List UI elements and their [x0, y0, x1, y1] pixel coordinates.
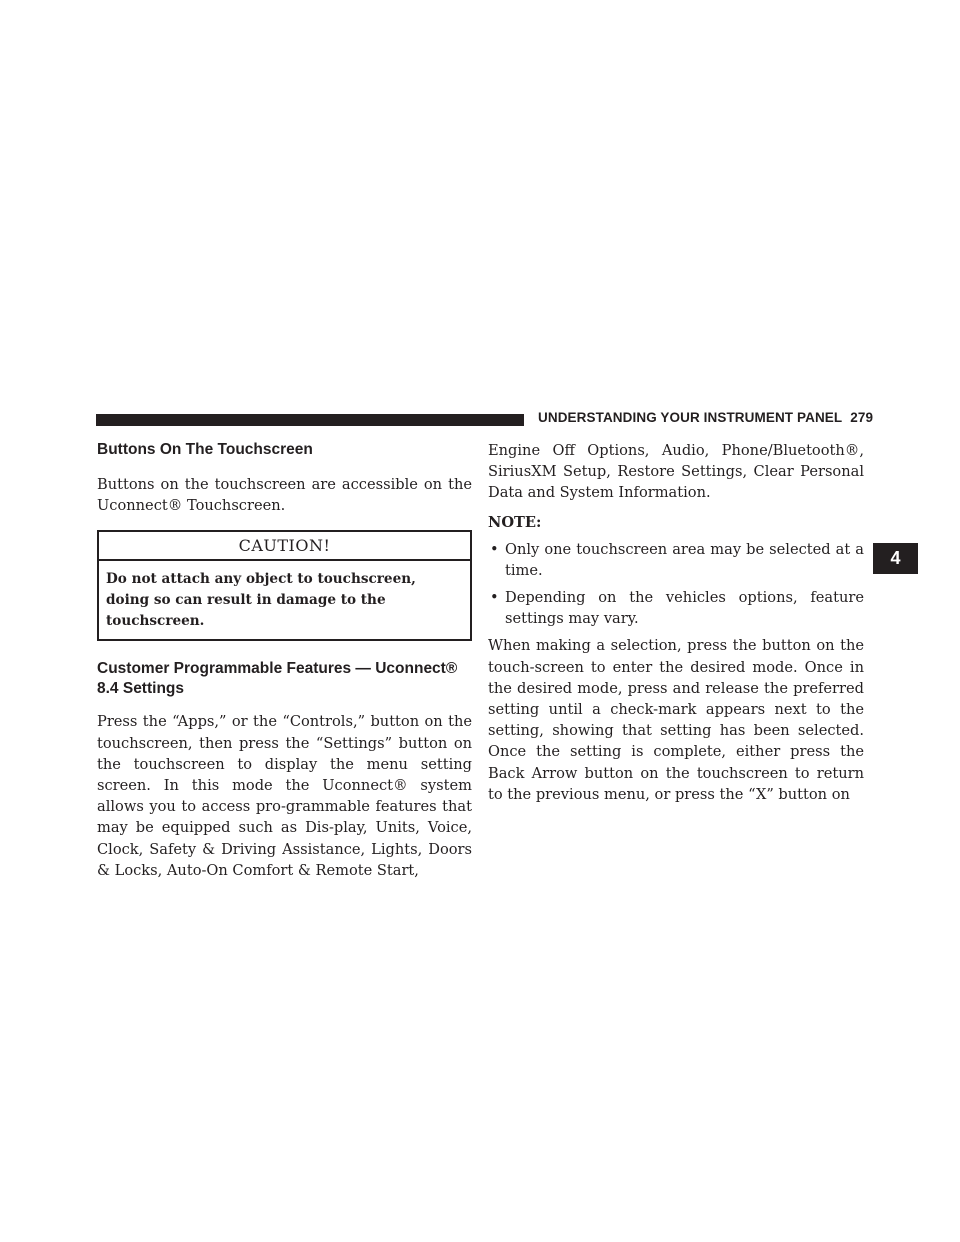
heading-buttons-on-touchscreen: Buttons On The Touchscreen	[97, 441, 313, 458]
paragraph-settings-list-continued: Engine Off Options, Audio, Phone/Bluetooth®, SiriusXM Setup, Restore Settings, Clear Personal Data and System Information.	[488, 442, 864, 502]
note-list	[488, 539, 864, 630]
header-rule	[96, 414, 524, 426]
note-label: NOTE:	[488, 513, 542, 531]
heading-line-1: Customer Programmable Features — Uconnect®	[97, 660, 458, 678]
left-column	[97, 440, 472, 881]
bullet-icon: •	[490, 540, 499, 558]
heading-line-2: 8.4 Settings	[97, 680, 184, 698]
caution-title: CAUTION!	[99, 532, 470, 561]
paragraph-buttons-intro: Buttons on the touchscreen are accessible on the Uconnect® Touchscreen.	[97, 476, 472, 515]
bullet-icon: •	[490, 589, 499, 607]
note-text: Depending on the vehicles options, feature settings may vary.	[505, 589, 864, 628]
caution-body: Do not attach any object to touchscreen, doing so can result in damage to the touchscreen.	[106, 571, 416, 630]
chapter-tab: 4	[873, 543, 918, 574]
running-header	[538, 410, 874, 425]
note-item	[488, 539, 864, 581]
paragraph-settings-access: Press the “Apps,” or the “Controls,” button on the touchscreen, then press the “Settings” button on the touchscreen to display the menu setting screen. In this mode the Uconnect® system allows you to access pro-grammable features that may be equipped such as Dis-play, Units, Voice, Clock, Safety & Driving Assistance, Lights, Doors & Locks, Auto-On Comfort & Remote Start,	[97, 713, 472, 879]
right-column	[488, 440, 864, 805]
heading-customer-programmable-features	[97, 659, 472, 699]
page-number: 279	[850, 410, 874, 425]
paragraph-making-selection: When making a selection, press the button on the touch-screen to enter the desired mode. Once in the desired mode, press and release the preferred setting until a check-mark appears next to the setting, showing that setting has been selected. Once the setting is complete, either press the Back Arrow button on the touchscreen to return to the previous menu, or press the “X” button on	[488, 637, 864, 803]
caution-box	[97, 530, 472, 641]
note-item	[488, 587, 864, 629]
note-text: Only one touchscreen area may be selected at a time.	[505, 540, 864, 579]
section-title: UNDERSTANDING YOUR INSTRUMENT PANEL	[538, 410, 843, 425]
